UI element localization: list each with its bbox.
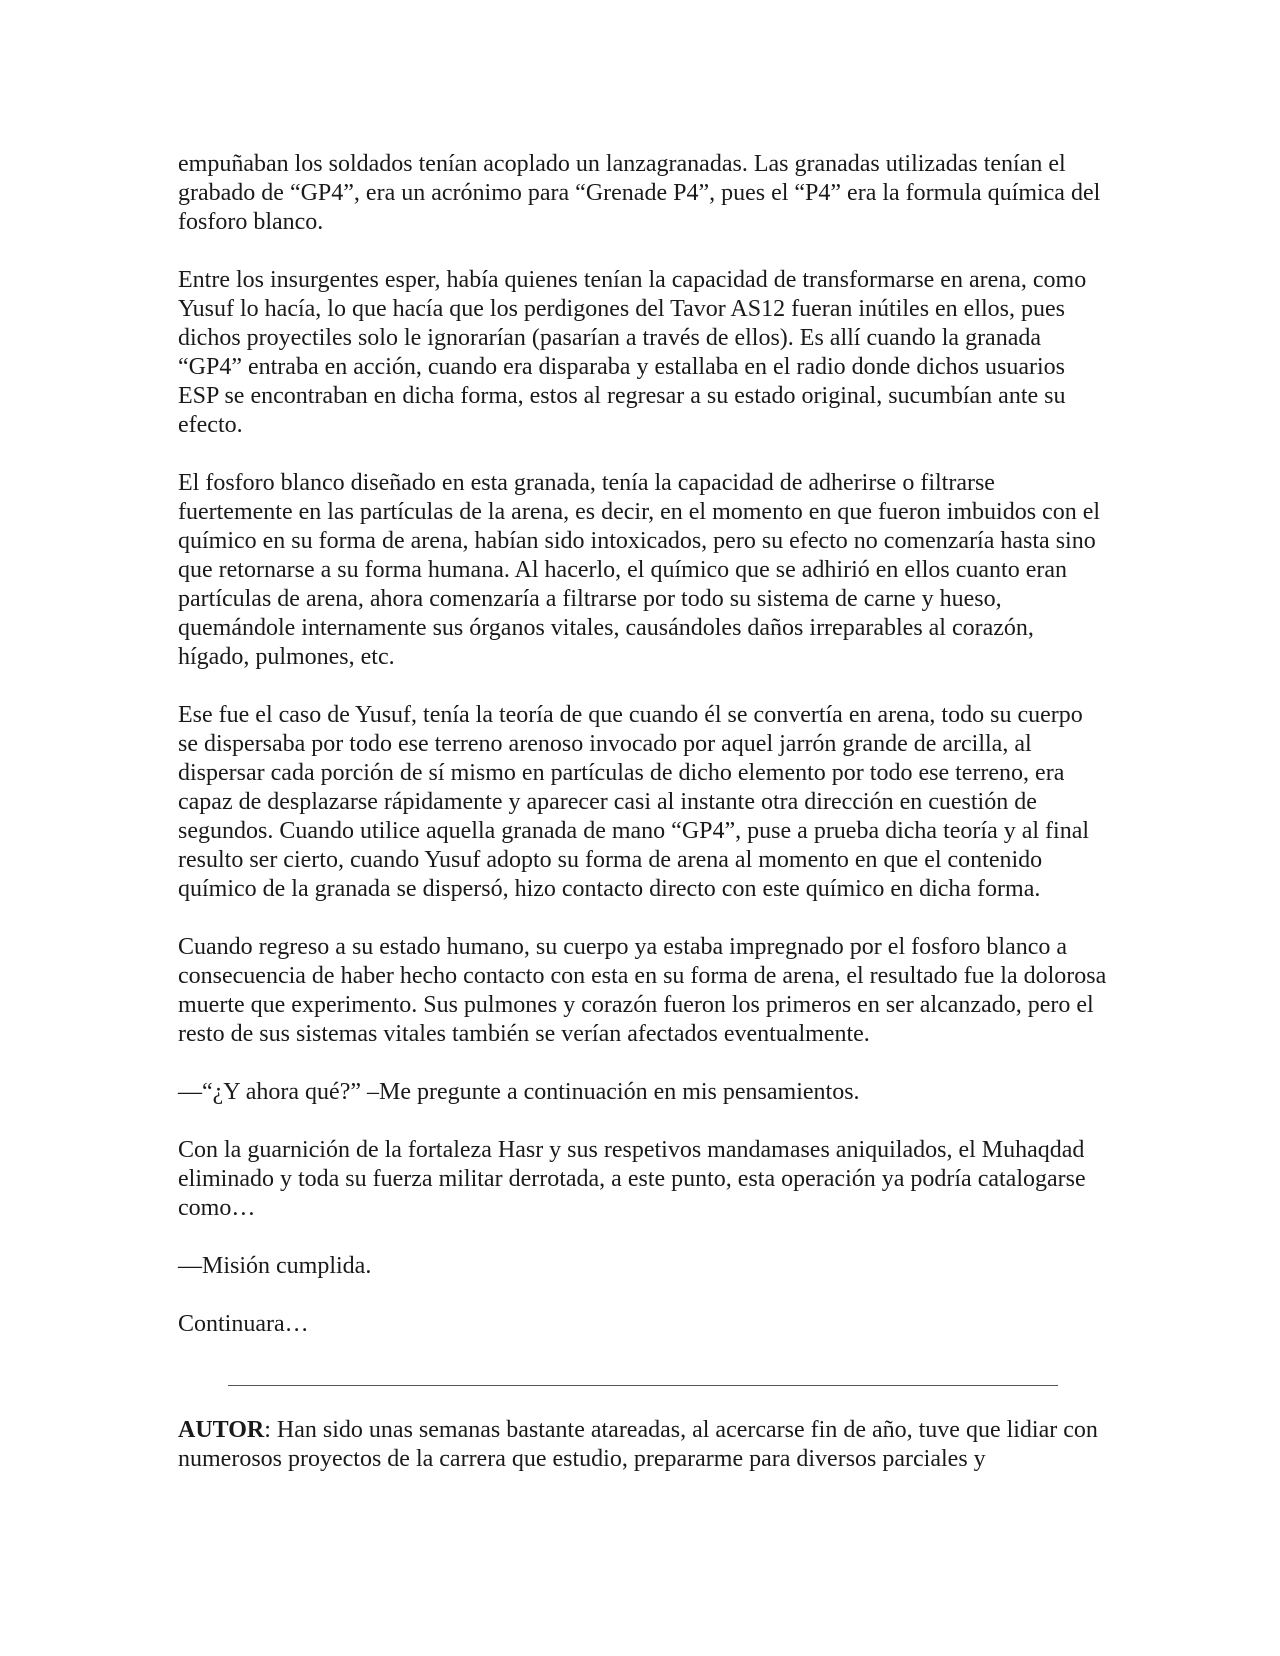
- paragraph-yusuf-theory: Ese fue el caso de Yusuf, tenía la teoría de que cuando él se convertía en arena, todo su cuerpo se dispersaba por todo ese terreno arenoso invocado por aquel jarrón grande de arcilla, al dispersar cada porción de sí mismo en partículas de dicho elemento por todo ese terreno, era capaz de desplazarse rápidamente y aparecer casi al instante otra dirección en cuestión de segundos. Cuando utilice aquella granada de mano “GP4”, puse a prueba dicha teoría y al final resulto ser cierto, cuando Yusuf adopto su forma de arena al momento en que el contenido químico de la granada se dispersó, hizo contacto directo con este químico en dicha forma.: [178, 702, 1090, 902]
- document-page: [178, 150, 1108, 1474]
- paragraph-yusuf-death: Cuando regreso a su estado humano, su cuerpo ya estaba impregnado por el fosforo blanco a consecuencia de haber hecho contacto con esta en su forma de arena, el resultado fue la dolorosa muerte que experimento. Sus pulmones y corazón fueron los primeros en ser alcanzado, pero el resto de sus sistemas vitales también se verían afectados eventualmente.: [178, 934, 1107, 1047]
- paragraph-dialogue-question: —“¿Y ahora qué?” –Me pregunte a continuación en mis pensamientos.: [178, 1079, 860, 1105]
- paragraph-insurgents-sand: Entre los insurgentes esper, había quienes tenían la capacidad de transformarse en arena, como Yusuf lo hacía, lo que hacía que los perdigones del Tavor AS12 fueran inútiles en ellos, pues dichos proyectiles solo le ignorarían (pasarían a través de ellos). Es allí cuando la granada “GP4” entraba en acción, cuando era disparaba y estallaba en el radio donde dichos usuarios ESP se encontraban en dicha forma, estos al regresar a su estado original, sucumbían ante su efecto.: [178, 267, 1087, 438]
- paragraph-white-phosphorus: El fosforo blanco diseñado en esta granada, tenía la capacidad de adherirse o filtrarse fuertemente en las partículas de la arena, es decir, en el momento en que fueron imbuidos con el químico en su forma de arena, habían sido intoxicados, pero su efecto no comenzaría hasta sino que retornarse a su forma humana. Al hacerlo, el químico que se adhirió en ellos cuanto eran partículas de arena, ahora comenzaría a filtrarse por todo su sistema de carne y hueso, quemándole internamente sus órganos vitales, causándoles daños irreparables al corazón, hígado, pulmones, etc.: [178, 470, 1101, 670]
- author-label: AUTOR: [178, 1417, 265, 1443]
- section-divider: [228, 1385, 1058, 1386]
- paragraph-garrison: Con la guarnición de la fortaleza Hasr y sus respetivos mandamases aniquilados, el Muhaqdad eliminado y toda su fuerza militar derrotada, a este punto, esta operación ya podría catalogarse como…: [178, 1137, 1086, 1221]
- paragraph-grenade-intro: empuñaban los soldados tenían acoplado un lanzagranadas. Las granadas utilizadas tenían el grabado de “GP4”, era un acrónimo para “Grenade P4”, pues el “P4” era la formula química del fosforo blanco.: [178, 151, 1101, 235]
- author-note: [178, 1416, 1108, 1474]
- paragraph-mission-complete: —Misión cumplida.: [178, 1253, 372, 1279]
- author-note-text: : Han sido unas semanas bastante atareadas, al acercarse fin de año, tuve que lidiar con numerosos proyectos de la carrera que estudio, prepararme para diversos parciales y: [178, 1417, 1098, 1472]
- paragraph-continued: Continuara…: [178, 1311, 309, 1337]
